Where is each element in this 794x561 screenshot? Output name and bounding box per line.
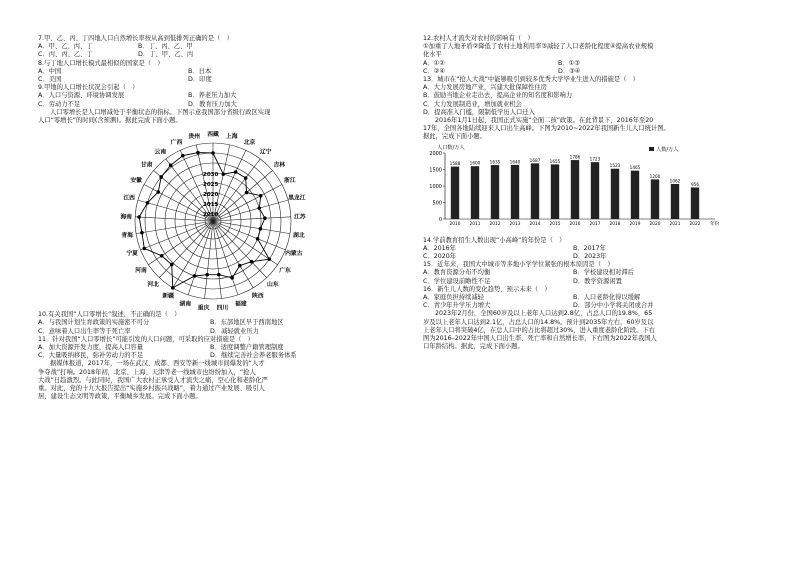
radar-point xyxy=(238,264,242,268)
radar-province-label: 河北 xyxy=(147,282,159,289)
radar-ring-label: 2030 xyxy=(203,172,219,179)
radar-spoke xyxy=(135,217,213,221)
radar-province-label: 海南 xyxy=(120,214,132,221)
chart-x-tick-label: 2020 xyxy=(649,221,661,227)
q16-stem: 16．新生儿人数的变化趋势，预示未来（ ） xyxy=(423,285,551,293)
radar-intro-line2: 人口“零增长”的时间(含预测)。据此完成下面小题。 xyxy=(38,117,182,125)
chart-x-tick-label: 2011 xyxy=(469,221,481,227)
chart-bar xyxy=(611,168,619,218)
radar-point xyxy=(259,227,263,231)
chart-intro-line2: 17年，全国各地陆续迎来人口出生高峰。下图为2010~2022年我国新生儿人口统计图。 xyxy=(423,125,670,133)
q7-option-c[interactable]: C．丙、丙、乙、丁 xyxy=(38,51,93,59)
radar-point xyxy=(211,151,215,155)
q8-option-d[interactable]: D．印度 xyxy=(188,76,212,84)
q8-options-row2 xyxy=(38,76,388,84)
q15-option-d[interactable]: D．教学资源闲置 xyxy=(573,277,622,285)
chart-bar xyxy=(531,163,539,219)
chart-bar xyxy=(591,162,599,219)
chart-bar xyxy=(631,170,639,218)
q8-option-b[interactable]: B．日本 xyxy=(188,67,212,75)
q14-option-c[interactable]: C．2020年 xyxy=(423,253,457,261)
q10-option-a[interactable]: A．与我国计划生育政策的实施密不可分 xyxy=(38,319,150,327)
radar-province-label: 北京 xyxy=(243,140,256,147)
q8-option-c[interactable]: C．美国 xyxy=(38,76,62,84)
q10-option-b[interactable]: B．东部地区早于西南地区 xyxy=(210,319,284,327)
chart-y-tick-label: 0 xyxy=(438,216,442,223)
chart-x-tick-label: 2012 xyxy=(489,221,501,227)
newborn-chart-figure xyxy=(423,143,758,235)
radar-point xyxy=(140,231,144,235)
q15-option-b[interactable]: B．学校建设相对滞后 xyxy=(573,269,634,277)
chart-data-label: 1465 xyxy=(629,164,641,170)
q8-option-a[interactable]: A．中国 xyxy=(38,67,62,75)
radar-point xyxy=(267,258,271,262)
chart-x-tick-label: 2019 xyxy=(629,221,641,227)
radar-point xyxy=(250,260,254,264)
aging-passage-line3: 上老年人口将突破4亿，在总人口中的占比将超过30%，进入重度老龄化阶段。下右 xyxy=(423,326,656,334)
radar-province-label: 江西 xyxy=(123,195,135,202)
q10-options-row2 xyxy=(38,328,388,336)
passage-line1: 据媒体报道，2017年，一场在武汉、成都、西安等新一线城市间爆发的“人才 xyxy=(50,360,265,368)
chart-y-tick-label: 1500 xyxy=(429,166,442,173)
q10-option-d[interactable]: D．减轻就业压力 xyxy=(210,327,259,335)
radar-province-label: 安徽 xyxy=(130,178,142,185)
chart-data-label: 1640 xyxy=(509,159,521,165)
q10-stem: 10.有关我国“人口零增长”叙述，不正确的是（ ） xyxy=(38,311,181,319)
radar-province-label: 陕西 xyxy=(252,293,264,300)
chart-data-label: 1523 xyxy=(609,162,621,168)
radar-province-label: 内蒙古 xyxy=(285,251,303,258)
chart-x-tick-label: 2013 xyxy=(509,221,521,227)
radar-spoke xyxy=(213,217,291,221)
radar-point xyxy=(170,263,174,267)
chart-intro-line3: 据此，完成下面小题。 xyxy=(423,133,486,141)
radar-province-label: 西藏 xyxy=(207,132,219,139)
chart-x-tick-label: 2016 xyxy=(569,221,581,227)
q12-option-b[interactable]: B．①③ xyxy=(558,59,580,67)
passage-line4: 重。对此，党的十九大报告提出“实施乡村振兴战略”，着力通过产业发展、吸引人 xyxy=(38,385,265,393)
radar-province-label: 江苏 xyxy=(294,214,306,221)
radar-intro-line1: 人口零增长是人口增减处于平衡状态的指标。下图示意我国部分省级行政区实现 xyxy=(50,108,271,116)
radar-province-label: 河南 xyxy=(135,268,147,275)
q7-option-d[interactable]: D．丁、甲、乙、丙 xyxy=(138,51,194,59)
chart-x-tick-label: 2014 xyxy=(529,221,541,227)
chart-data-label: 1588 xyxy=(449,160,461,166)
q9-stem: 9.甲地的人口增长状况会引起（ ） xyxy=(38,84,139,92)
chart-data-label: 956 xyxy=(691,181,699,187)
chart-intro-line1: 2016年1月1日起，我国正式实施“全面二孩”政策。在此背景下，2016年至20 xyxy=(435,117,654,125)
q15-options-row1 xyxy=(423,269,758,277)
chart-legend-label: 人数/万人 xyxy=(656,146,679,153)
q7-option-b[interactable]: B．丁、丙、乙、甲 xyxy=(138,43,193,51)
radar-province-label: 广西 xyxy=(170,140,183,147)
q12-stem: 12.农村人才流失对农村的影响有（ ） xyxy=(423,35,534,42)
right-column xyxy=(423,35,758,351)
q14-stem: 14.学前教育招生人数出现“小高峰”的年份是（ ） xyxy=(423,236,566,244)
radar-ring-label: 2020 xyxy=(203,192,219,199)
chart-data-label: 1723 xyxy=(589,156,601,162)
q9-option-c[interactable]: C．劳动力不足 xyxy=(38,100,81,108)
q12-option-a[interactable]: A．①② xyxy=(423,59,445,67)
left-column xyxy=(38,35,388,401)
chart-bar xyxy=(511,165,519,219)
radar-ring-label: 2010 xyxy=(203,212,219,219)
passage-line3: 大战”日趋激烈。与此同时，我国广大农村正承受人才流失之痛，空心化和老龄化严 xyxy=(38,376,268,384)
chart-bar xyxy=(571,160,579,219)
radar-province-label: 湖南 xyxy=(179,301,192,308)
q12-option-d[interactable]: D．③④ xyxy=(558,67,581,75)
radar-point xyxy=(230,276,234,280)
radar-spoke xyxy=(213,185,282,222)
chart-bar xyxy=(551,164,559,219)
chart-data-label: 1062 xyxy=(669,178,681,184)
q14-option-d[interactable]: D．2023年 xyxy=(573,253,607,261)
radar-province-label: 广东 xyxy=(279,268,291,275)
radar-point xyxy=(217,273,221,277)
q12-items-line1: ①加重了人地矛盾②降低了农村土地利用率③减轻了人口老龄化程度④提高农业规模 xyxy=(423,43,654,51)
radar-province-label: 重庆 xyxy=(197,305,210,312)
radar-point xyxy=(142,247,146,251)
q7-option-a[interactable]: A．甲、乙、丙、丁 xyxy=(38,43,93,51)
q12-items-line2: 化水平 xyxy=(423,51,442,59)
radar-province-label: 黑龙江 xyxy=(288,195,306,202)
q12-option-c[interactable]: C．②④ xyxy=(423,67,445,75)
passage-line5: 居、建设生态文明等政策，平衡城乡发展。完成下面小题。 xyxy=(38,393,202,401)
aging-passage-line2: 岁及以上老年人口达到2.1亿，占总人口的14.8%。预计到2035年左右，60岁及以 xyxy=(423,318,654,326)
radar-point xyxy=(244,176,248,180)
zero-growth-radar-chart xyxy=(38,125,388,311)
q11-option-d[interactable]: D．继续完善社会养老服务体系 xyxy=(210,352,297,360)
aging-passage-line4: 图为2016–2022年中国人口出生率、死亡率和自然增长率，下右图为2022年我国人 xyxy=(423,335,657,343)
radar-point xyxy=(257,207,261,211)
chart-x-tick-label: 2022 xyxy=(689,221,701,227)
q9-options-row1 xyxy=(38,92,388,100)
q7-stem: 7.甲、乙、丙、丁四地人口自然增长率按从高到低排列正确的是（ ） xyxy=(38,35,233,42)
chart-bar xyxy=(671,184,679,219)
chart-x-tick-label: 2017 xyxy=(589,221,601,227)
radar-province-label: 新疆 xyxy=(162,293,174,300)
chart-y-tick-label: 500 xyxy=(432,199,442,206)
radar-point xyxy=(196,151,200,155)
radar-point xyxy=(160,254,164,258)
radar-point xyxy=(263,217,267,221)
chart-bar xyxy=(491,165,499,219)
q7-options-row2 xyxy=(38,51,388,59)
aging-passage-line1: 2023年2月份，全国60岁及以上老年人口达到2.8亿，占总人口的19.8%，65 xyxy=(435,310,653,318)
chart-x-tick-label: 2015 xyxy=(549,221,561,227)
chart-x-tick-label: 2021 xyxy=(669,221,681,227)
chart-bar xyxy=(691,187,699,219)
chart-data-label: 1200 xyxy=(649,173,661,179)
radar-province-label: 宁夏 xyxy=(126,251,138,258)
q9-option-a[interactable]: A．人口与资源、环境协调发展 xyxy=(38,92,125,100)
chart-data-label: 1655 xyxy=(549,158,561,164)
aging-passage-line5: 口年龄结构。据此，完成下面小题。 xyxy=(423,343,524,351)
radar-province-label: 四川 xyxy=(216,305,229,312)
radar-province-label: 湖北 xyxy=(293,233,305,240)
chart-y-tick-label: 1000 xyxy=(429,183,442,190)
radar-province-label: 青海 xyxy=(121,233,133,240)
radar-point xyxy=(259,194,263,198)
radar-point xyxy=(193,274,197,278)
q8-options-row1 xyxy=(38,68,388,76)
radar-province-label: 上海 xyxy=(225,134,238,141)
newborn-bar-chart xyxy=(423,143,723,235)
passage-line2: 争夺战”打响。2018年初，北京、上海、天津等老一线城市也纷纷加入，“抢人 xyxy=(38,368,256,376)
q13-option-d[interactable]: D．提高准入门槛，限制低学历人口迁入 xyxy=(423,108,535,116)
q11-option-c[interactable]: C．大量吸纳移民，弥补劳动力的不足 xyxy=(38,352,144,360)
chart-bar xyxy=(471,166,479,219)
chart-data-label: 1786 xyxy=(569,154,581,160)
q12-options-row1 xyxy=(423,60,758,68)
chart-bar xyxy=(451,166,459,218)
radar-province-label: 福建 xyxy=(234,301,247,308)
q9-option-d[interactable]: D．教育压力加大 xyxy=(188,100,237,108)
q14-option-b[interactable]: B．2017年 xyxy=(573,244,606,252)
chart-data-label: 1600 xyxy=(469,160,481,166)
radar-point xyxy=(146,201,150,205)
radar-spoke xyxy=(213,171,272,221)
q10-options-row1 xyxy=(38,319,388,327)
q10-option-c[interactable]: C．意味着人口出生率等于死亡率 xyxy=(38,327,131,335)
radar-point xyxy=(171,286,175,290)
radar-spoke xyxy=(213,221,290,234)
radar-province-label: 吉林 xyxy=(273,162,286,169)
radar-point xyxy=(256,237,260,241)
chart-x-tick-label: 2010 xyxy=(449,221,461,227)
radar-spoke xyxy=(136,221,213,234)
radar-point xyxy=(159,175,163,179)
radar-province-label: 山东 xyxy=(267,282,279,289)
q16-option-a[interactable]: A．家庭负担持续减轻 xyxy=(423,294,484,302)
q14-option-a[interactable]: A．2016年 xyxy=(423,244,456,252)
radar-point xyxy=(181,154,185,158)
q8-stem: 8.与丁地人口增长模式最相似的国家是（ ） xyxy=(38,59,164,67)
radar-province-label: 云南 xyxy=(154,149,167,156)
q16-option-c[interactable]: C．青少年升学压力增大 xyxy=(423,302,491,310)
radar-figure xyxy=(38,125,388,311)
radar-ring-label: 2015 xyxy=(203,202,219,209)
chart-data-label: 1687 xyxy=(529,157,541,163)
radar-point xyxy=(234,170,238,174)
chart-data-label: 1635 xyxy=(489,159,501,165)
q15-options-row2 xyxy=(423,278,758,286)
chart-x-tick-label: 2018 xyxy=(609,221,621,227)
q11-option-a[interactable]: A．加大资源开发力度，提高人口容量 xyxy=(38,344,144,352)
radar-province-label: 甘肃 xyxy=(140,162,153,169)
q11-stem: 11．针对我国“人口零增长”可能引发的人口问题，可采取的应对措施是（ ） xyxy=(38,335,255,343)
radar-province-label: 浙江 xyxy=(284,178,296,185)
radar-province-label: 贵州 xyxy=(188,134,201,141)
q12-options-row2 xyxy=(423,68,758,76)
q16-option-b[interactable]: B．人口老龄化得以缓解 xyxy=(573,294,641,302)
q15-option-a[interactable]: A．教育资源分布不均衡 xyxy=(423,269,491,277)
q15-stem: 15．近年来，我国大中城市等多地小学学位紧张的根本原因是（ ） xyxy=(423,261,614,269)
q13-option-a[interactable]: A．大力发展房地产业，兴建大批保障性住房 xyxy=(423,84,547,92)
radar-point xyxy=(156,190,160,194)
q9-option-b[interactable]: B．养老压力加大 xyxy=(188,92,237,100)
radar-ring-label: 2025 xyxy=(203,182,219,189)
chart-legend-swatch xyxy=(649,147,654,151)
q13-option-c[interactable]: C．大力发展制造业，增加就业机会 xyxy=(423,100,522,108)
chart-bar xyxy=(651,179,659,219)
exam-page xyxy=(38,35,756,525)
radar-point xyxy=(245,191,249,195)
radar-point xyxy=(205,273,209,277)
radar-point xyxy=(169,164,173,168)
chart-x-axis-label: 年份 xyxy=(710,221,720,227)
q16-option-d[interactable]: D．部分中小学将关闭或合并 xyxy=(573,302,654,310)
chart-y-tick-label: 2000 xyxy=(429,150,442,157)
radar-point xyxy=(222,173,226,177)
radar-province-label: 辽宁 xyxy=(259,149,272,156)
chart-y-axis-label: 人口数/万人 xyxy=(437,144,465,151)
q9-options-row2 xyxy=(38,101,388,109)
radar-point xyxy=(137,215,141,219)
q11-option-b[interactable]: B．适度调整户籍管理制度 xyxy=(210,344,284,352)
q13-option-b[interactable]: B．鼓励当地企业走出去，提高企业的知名度和影响力 xyxy=(423,92,573,100)
q14-options-row1 xyxy=(423,245,758,253)
q15-option-c[interactable]: C．学位建设前瞻性不足 xyxy=(423,277,491,285)
q13-stem: 13．城市在“抢人大战”中能够吸引到较多优秀大学毕业生进入的措施是（ ） xyxy=(423,76,640,84)
